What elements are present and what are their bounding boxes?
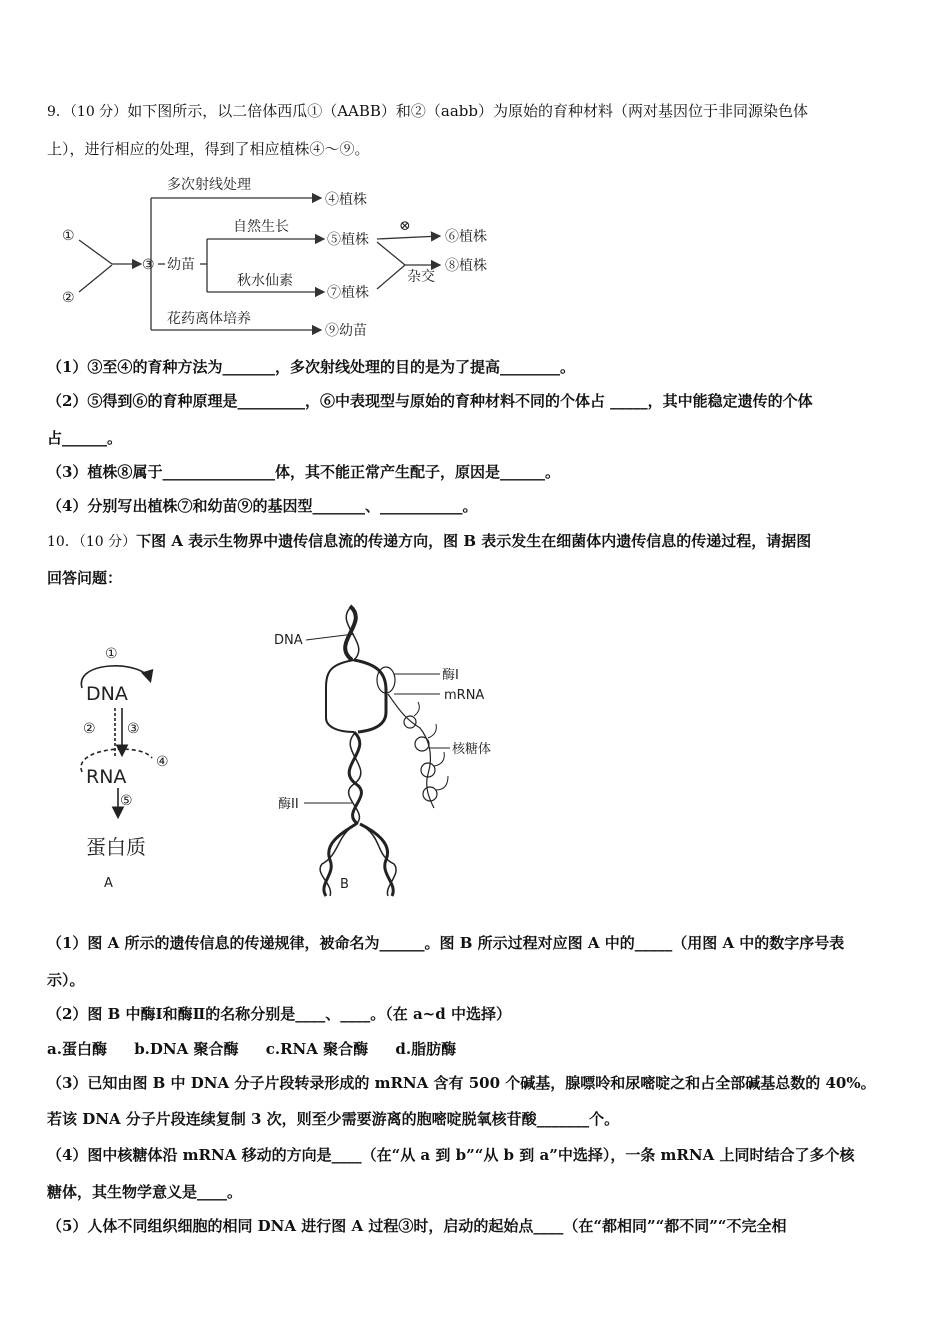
line-7-cross <box>377 265 405 289</box>
q9-stem-line-2 <box>47 139 370 159</box>
seedling-label: 幼苗 <box>167 257 195 273</box>
plant-7: ⑦植株 <box>327 285 369 301</box>
q10-sub4-line-2: 糖体，其生物学意义是____。 <box>47 1183 243 1201</box>
q10-number: 10． <box>47 534 79 550</box>
q10-sub4-line-1: （4）图中核糖体沿 mRNA 移动的方向是____（在“从 a 到 b”“从 b 到 a”中选择），一条 mRNA 上同时结合了多个核 <box>47 1146 855 1164</box>
enzyme1-label: 酶I <box>442 668 459 683</box>
mrna-strand <box>388 694 434 808</box>
rna-node: RNA <box>86 766 127 788</box>
option-b: b.DNA 聚合酶 <box>134 1040 239 1058</box>
process-1-label: ① <box>105 646 118 662</box>
line-5-cross <box>377 242 405 265</box>
q10-stem-text-1: 下图 A 表示生物界中遗传信息流的传递方向，图 B 表示发生在细菌体内遗传信息的传递过程，请据图 <box>136 532 812 550</box>
q10-stem-line-1 <box>47 531 811 552</box>
q9-sub3: （3）植株⑧属于_______________体，其不能正常产生配子，原因是______。 <box>47 463 560 481</box>
q10-sub3-line-1: （3）已知由图 B 中 DNA 分子片段转录形成的 mRNA 含有 500 个碱基，腺嘌呤和尿嘧啶之和占全部碱基总数的 40%。 <box>47 1074 876 1092</box>
dna-bubble-left <box>326 660 354 732</box>
option-c: c.RNA 聚合酶 <box>265 1040 369 1058</box>
process-4-label: ④ <box>156 754 169 770</box>
cross-label: 杂交 <box>407 269 435 285</box>
radiation-label: 多次射线处理 <box>167 177 251 193</box>
ribosome-label: 核糖体 <box>452 742 492 757</box>
plant-4: ④植株 <box>325 192 367 208</box>
q10-score: （10 分） <box>78 534 137 550</box>
dna-node: DNA <box>86 683 128 705</box>
plant-8: ⑧植株 <box>445 258 487 274</box>
q10-sub5: （5）人体不同组织细胞的相同 DNA 进行图 A 过程③时，启动的起始点____（在“都相同”“都不同”“不完全相 <box>47 1217 787 1235</box>
q9-sub2-line-1: （2）⑤得到⑥的育种原理是_________，⑥中表现型与原始的育种材料不同的个体占 _____，其中能稳定遗传的个体 <box>47 392 813 410</box>
option-d: d.脂肪酶 <box>395 1040 457 1058</box>
colchicine-label: 秋水仙素 <box>237 273 293 289</box>
figure-b-caption: B <box>340 877 349 892</box>
dna-bubble-right <box>354 660 386 732</box>
line-1-to-3 <box>79 240 112 264</box>
figure-b-bacterial-expression <box>270 598 520 898</box>
plant-5: ⑤植株 <box>327 232 369 248</box>
figure-a-caption: A <box>104 876 113 891</box>
q9-sub4: （4）分别写出植株⑦和幼苗⑨的基因型_______、___________。 <box>47 497 478 515</box>
anther-culture-label: 花药离体培养 <box>167 311 251 327</box>
peptide-1 <box>414 702 419 716</box>
process-3-label: ③ <box>127 721 140 737</box>
ribosome-2 <box>415 737 429 751</box>
selfing-symbol: ⊗ <box>399 218 411 234</box>
q10-options <box>47 1039 456 1059</box>
arrow-self <box>377 236 440 239</box>
q9-stem-text-1: 如下图所示，以二倍体西瓜①（AABB）和②（aabb）为原始的育种材料（两对基因位于非同源染色体 <box>127 102 808 120</box>
peptide-2 <box>428 724 436 738</box>
q9-score: （10 分） <box>69 104 128 120</box>
q10-sub1-line-2: 示）。 <box>47 971 85 989</box>
protein-node: 蛋白质 <box>86 835 146 859</box>
q9-sub1: （1）③至④的育种方法为_______，多次射线处理的目的是为了提高________。 <box>47 358 575 376</box>
node-3: ③ <box>142 257 155 273</box>
figure-a-central-dogma <box>60 630 200 900</box>
peptide-4 <box>436 776 448 790</box>
breeding-diagram <box>55 168 515 348</box>
line-2-to-3 <box>79 265 112 292</box>
ribosome-1 <box>404 716 416 728</box>
q9-stem-text-2: 上），进行相应的处理，得到了相应植株④～⑨。 <box>47 140 370 158</box>
q10-sub2: （2）图 B 中酶Ⅰ和酶Ⅱ的名称分别是____、____。（在 a~d 中选择） <box>47 1005 511 1023</box>
q10-sub1-line-1: （1）图 A 所示的遗传信息的传递规律，被命名为______。图 B 所示过程对应图 A 中的_____（用图 A 中的数字序号表 <box>47 934 845 952</box>
q9-stem-line-1 <box>47 101 808 122</box>
natural-growth-label: 自然生长 <box>233 219 289 235</box>
q9-number: 9． <box>47 104 70 120</box>
peptide-3 <box>434 752 444 766</box>
q9-sub2-line-2: 占______。 <box>47 429 123 447</box>
node-2: ② <box>62 290 75 306</box>
mrna-label: mRNA <box>444 688 485 703</box>
plant-6: ⑥植株 <box>445 229 487 245</box>
seedling-9: ⑨幼苗 <box>325 323 367 339</box>
enzyme2-label: 酶II <box>278 797 299 812</box>
node-1: ① <box>62 228 75 244</box>
q10-sub3-line-2: 若该 DNA 分子片段连续复制 3 次，则至少需要游离的胞嘧啶脱氧核苷酸_______个。 <box>47 1110 620 1128</box>
q10-stem-line-2: 回答问题： <box>47 569 123 587</box>
process-5-label: ⑤ <box>120 793 133 809</box>
option-a: a.蛋白酶 <box>47 1040 107 1058</box>
figure-b-dna-label: DNA <box>274 633 303 648</box>
process-2-label: ② <box>83 721 96 737</box>
